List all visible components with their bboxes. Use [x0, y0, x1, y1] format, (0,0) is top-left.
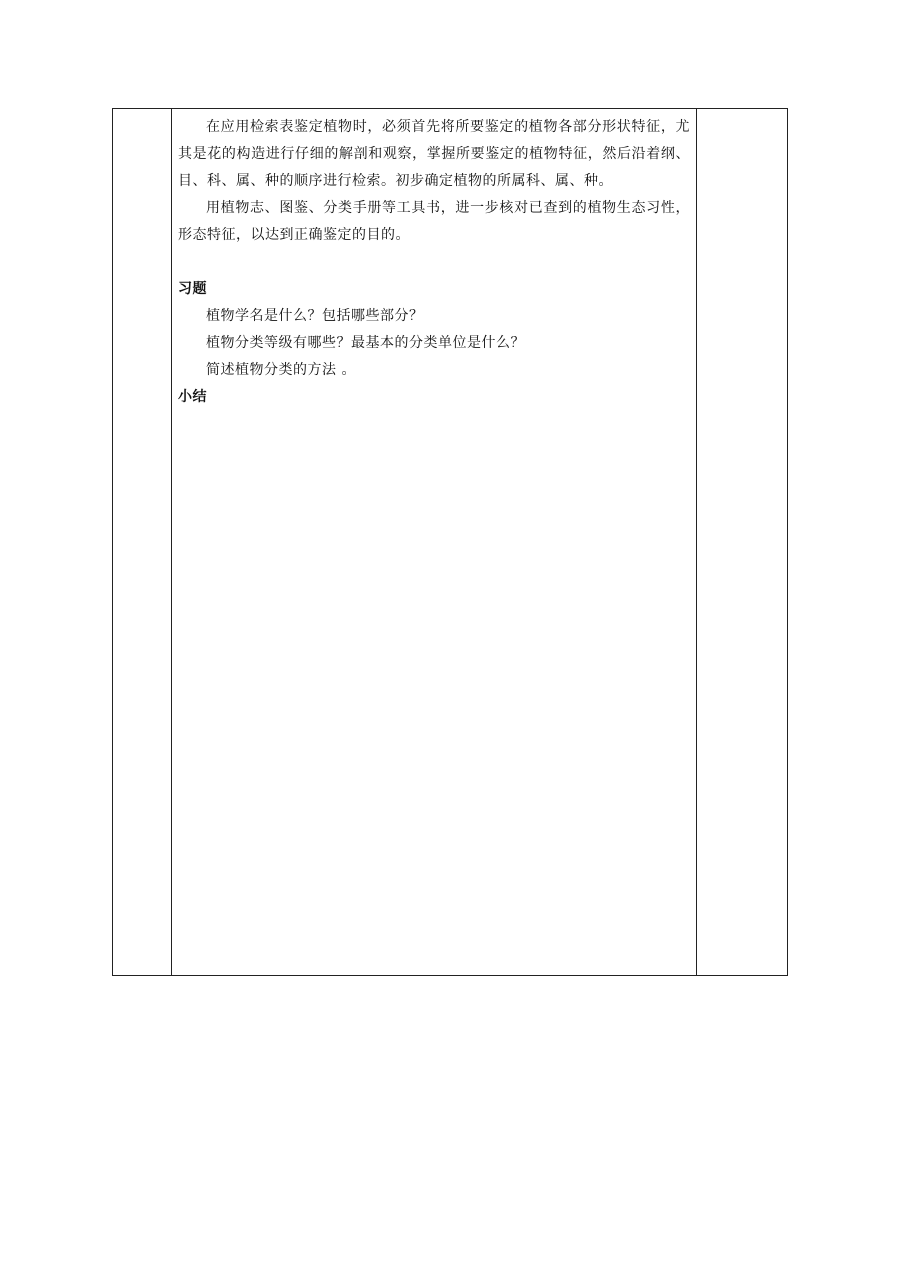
exercises-heading: 习题 [178, 281, 207, 297]
blank-line [178, 249, 690, 276]
exercise-item: 植物分类等级有哪些？最基本的分类单位是什么？ [206, 335, 525, 351]
exercise-item: 植物学名是什么？包括哪些部分？ [206, 308, 424, 324]
paragraph-identification-method: 在应用检索表鉴定植物时，必须首先将所要鉴定的植物各部分形状特征，尤其是花的构造进行仔细的解剖和观察，掌握所要鉴定的植物特征，然后沿着纲、目、科、属、种的顺序进行检索。初步确定植物的所属科、属、种。 [178, 119, 690, 189]
right-column-cell [697, 109, 787, 975]
summary-heading: 小结 [178, 389, 207, 405]
content-cell [172, 109, 697, 975]
exercise-item: 简述植物分类的方法 。 [206, 362, 356, 378]
paragraph-reference-books: 用植物志、图鉴、分类手册等工具书，进一步核对已查到的植物生态习性，形态特征，以达到正确鉴定的目的。 [178, 200, 690, 243]
left-column-cell [113, 109, 172, 975]
lesson-table [112, 108, 788, 976]
